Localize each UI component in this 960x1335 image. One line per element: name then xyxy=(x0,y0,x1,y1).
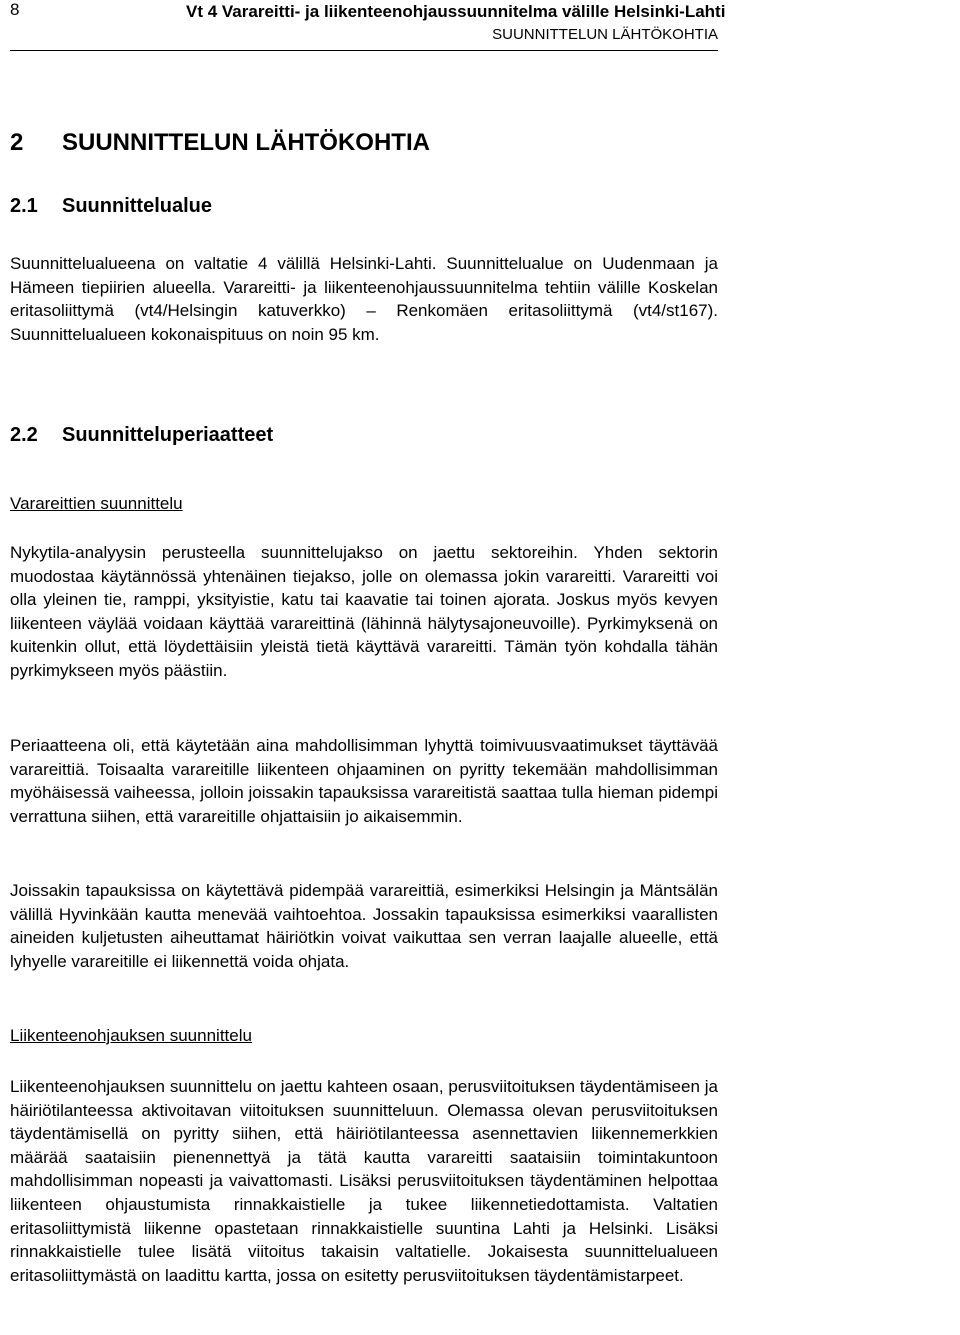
subheading-varareittien-suunnittelu: Varareittien suunnittelu xyxy=(10,494,183,513)
subsection-number: 2.2 xyxy=(10,424,38,446)
paragraph-joissakin-tapauksissa: Joissakin tapauksissa on käytettävä pidempää varareittiä, esimerkiksi Helsingin ja Mäntsälän välillä Hyvinkään kautta menevää vaihtoehtoa. Jossakin tapauksissa esimerkiksi vaarallisten aineiden kuljetusten aiheuttamat häiriötkin voivat vaikuttaa sen verran laajalle alueelle, että lyhyelle varareitille ei liikennettä voida ohjata. xyxy=(10,881,718,971)
section-heading xyxy=(10,128,430,158)
header-divider xyxy=(10,50,718,51)
paragraph-liikenteenohjaus: Liikenteenohjauksen suunnittelu on jaettu kahteen osaan, perusviitoituksen täydentämiseen ja häiriötilanteessa aktivoitavan viitoituksen suunnitteluun. Olemassa olevan perusviitoituksen täydentämisellä on pyritty siihen, että häiriötilanteessa asennettavien liikennemerkkien määrää saataisiin pienennettyä ja tätä kautta varareitti saataisiin toimintakuntoon mahdollisimman nopeasti ja vaivattomasti. Lisäksi perusviitoituksen täydentäminen helpottaa liikenteen ohjaustumista rinnakkaistielle ja tukee liikennetiedottamista. Valtatien eritasoliittymistä liikenne opastetaan rinnakkaistielle suuntina Lahti ja Helsinki. Lisäksi rinnakkaistielle tulee lisätä viitoitus takaisin valtatielle. Jokaisesta suunnittelualueen eritasoliittymästä on laadittu kartta, jossa on esitetty perusviitoituksen täydentämistarpeet. xyxy=(10,1077,718,1285)
subheading-liikenteenohjauksen-suunnittelu: Liikenteenohjauksen suunnittelu xyxy=(10,1026,252,1045)
subsection-heading-2-2 xyxy=(10,422,273,448)
running-header-subtitle: SUUNNITTELUN LÄHTÖKOHTIA xyxy=(492,26,718,43)
paragraph-sektorit: Nykytila-analyysin perusteella suunnittelujakso on jaettu sektoreihin. Yhden sektorin muodostaa käytännössä yhtenäinen tiejakso, jolle on olemassa jokin varareitti. Varareitti voi olla yleinen tie, ramppi, yksityistie, katu tai kaavatie tai toinen ajorata. Joskus myös kevyen liikenteen väylää voidaan käyttää varareittinä (lähinnä hälytysajoneuvoille). Pyrkimyksenä on kuitenkin ollut, että löydettäisiin yleistä tietä käyttävä varareitti. Tämän työn kohdalla tähän pyrkimykseen myös päästiin. xyxy=(10,543,718,680)
subsection-number: 2.1 xyxy=(10,195,38,217)
page-number: 8 xyxy=(10,0,20,19)
section-number: 2 xyxy=(10,129,24,156)
subsection-title: Suunnitteluperiaatteet xyxy=(62,424,274,446)
subsection-title: Suunnittelualue xyxy=(62,195,212,217)
paragraph-periaatteena: Periaatteena oli, että käytetään aina mahdollisimman lyhyttä toimivuusvaatimukset täyttävää varareittiä. Toisaalta varareitille liikenteen ohjaaminen on pyritty tekemään mahdollisimman myöhäisessä vaiheessa, jolloin joissakin tapauksissa varareitistä saattaa tulla hieman pidempi verrattuna siihen, että varareitille ohjattaisiin jo aikaisemmin. xyxy=(10,736,718,826)
paragraph-suunnittelualue: Suunnittelualueena on valtatie 4 välillä Helsinki-Lahti. Suunnittelualue on Uudenmaan ja Hämeen tiepiirien alueella. Varareitti- ja liikenteenohjaussuunnitelma tehtiin välille Koskelan eritasoliittymä (vt4/Helsingin katuverkko) – Renkomäen eritasoliittymä (vt4/st167). Suunnittelualueen kokonaispituus on noin 95 km. xyxy=(10,254,718,344)
subsection-heading-2-1 xyxy=(10,193,212,219)
section-title: SUUNNITTELUN LÄHTÖKOHTIA xyxy=(62,129,430,156)
running-header-title: Vt 4 Varareitti- ja liikenteenohjaussuunnitelma välille Helsinki-Lahti xyxy=(186,2,726,21)
